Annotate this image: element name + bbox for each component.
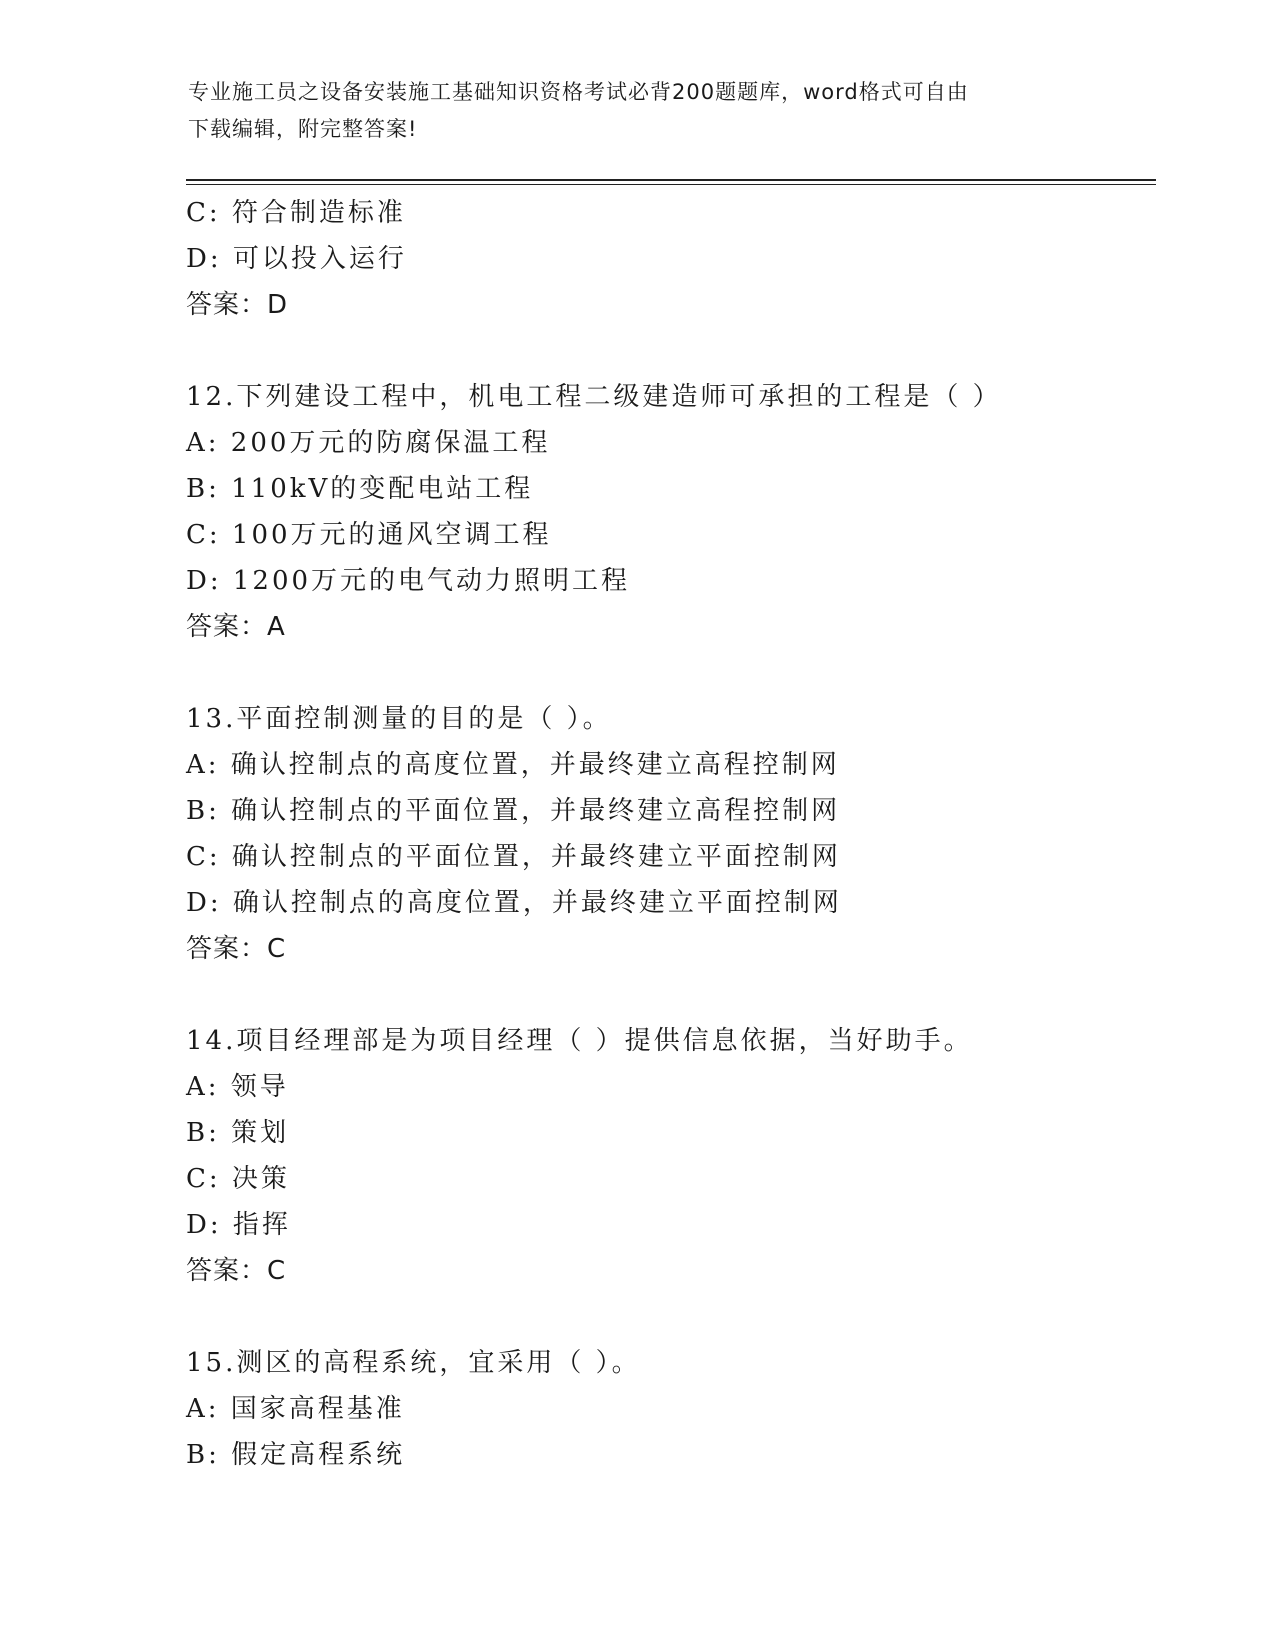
- spacer: [186, 650, 1156, 696]
- spacer: [186, 1294, 1156, 1340]
- question-text: 13.平面控制测量的目的是（ ）。: [186, 704, 612, 734]
- option-c: C: 100万元的通风空调工程: [186, 520, 552, 550]
- header-line-2: 下载编辑，附完整答案!: [188, 117, 418, 141]
- option-b: B: 110kV的变配电站工程: [186, 474, 534, 504]
- question-block: [186, 190, 1156, 328]
- spacer: [186, 972, 1156, 1018]
- option-a: A: 确认控制点的高度位置，并最终建立高程控制网: [186, 750, 840, 780]
- header-divider-top: [186, 179, 1156, 181]
- option-a: A: 国家高程基准: [186, 1394, 405, 1424]
- question-list: [186, 190, 1156, 1478]
- answer-line: 答案：C: [186, 1256, 287, 1286]
- option-c: C: 符合制造标准: [186, 198, 406, 228]
- answer-line: 答案：C: [186, 934, 287, 964]
- option-d: D: 可以投入运行: [186, 244, 407, 274]
- spacer: [186, 328, 1156, 374]
- question-text: 14.项目经理部是为项目经理（ ）提供信息依据，当好助手。: [186, 1026, 973, 1056]
- answer-line: 答案：D: [186, 290, 289, 320]
- question-text: 15.测区的高程系统，宜采用（ ）。: [186, 1348, 641, 1378]
- question-text: 12.下列建设工程中，机电工程二级建造师可承担的工程是（ ）: [186, 382, 1002, 412]
- option-b: B: 确认控制点的平面位置，并最终建立高程控制网: [186, 796, 841, 826]
- document-header: [188, 74, 1078, 148]
- option-b: B: 策划: [186, 1118, 290, 1148]
- option-d: D: 指挥: [186, 1210, 291, 1240]
- header-divider-bottom: [186, 184, 1156, 185]
- question-block: [186, 1340, 1156, 1478]
- question-block: [186, 1018, 1156, 1294]
- option-d: D: 1200万元的电气动力照明工程: [186, 566, 631, 596]
- option-d: D: 确认控制点的高度位置，并最终建立平面控制网: [186, 888, 842, 918]
- option-b: B: 假定高程系统: [186, 1440, 406, 1470]
- question-block: [186, 696, 1156, 972]
- option-a: A: 领导: [186, 1072, 289, 1102]
- header-line-1: 专业施工员之设备安装施工基础知识资格考试必背200题题库，word格式可自由: [188, 80, 969, 104]
- option-c: C: 决策: [186, 1164, 290, 1194]
- option-a: A: 200万元的防腐保温工程: [186, 428, 551, 458]
- question-block: [186, 374, 1156, 650]
- option-c: C: 确认控制点的平面位置，并最终建立平面控制网: [186, 842, 841, 872]
- answer-line: 答案：A: [186, 612, 286, 642]
